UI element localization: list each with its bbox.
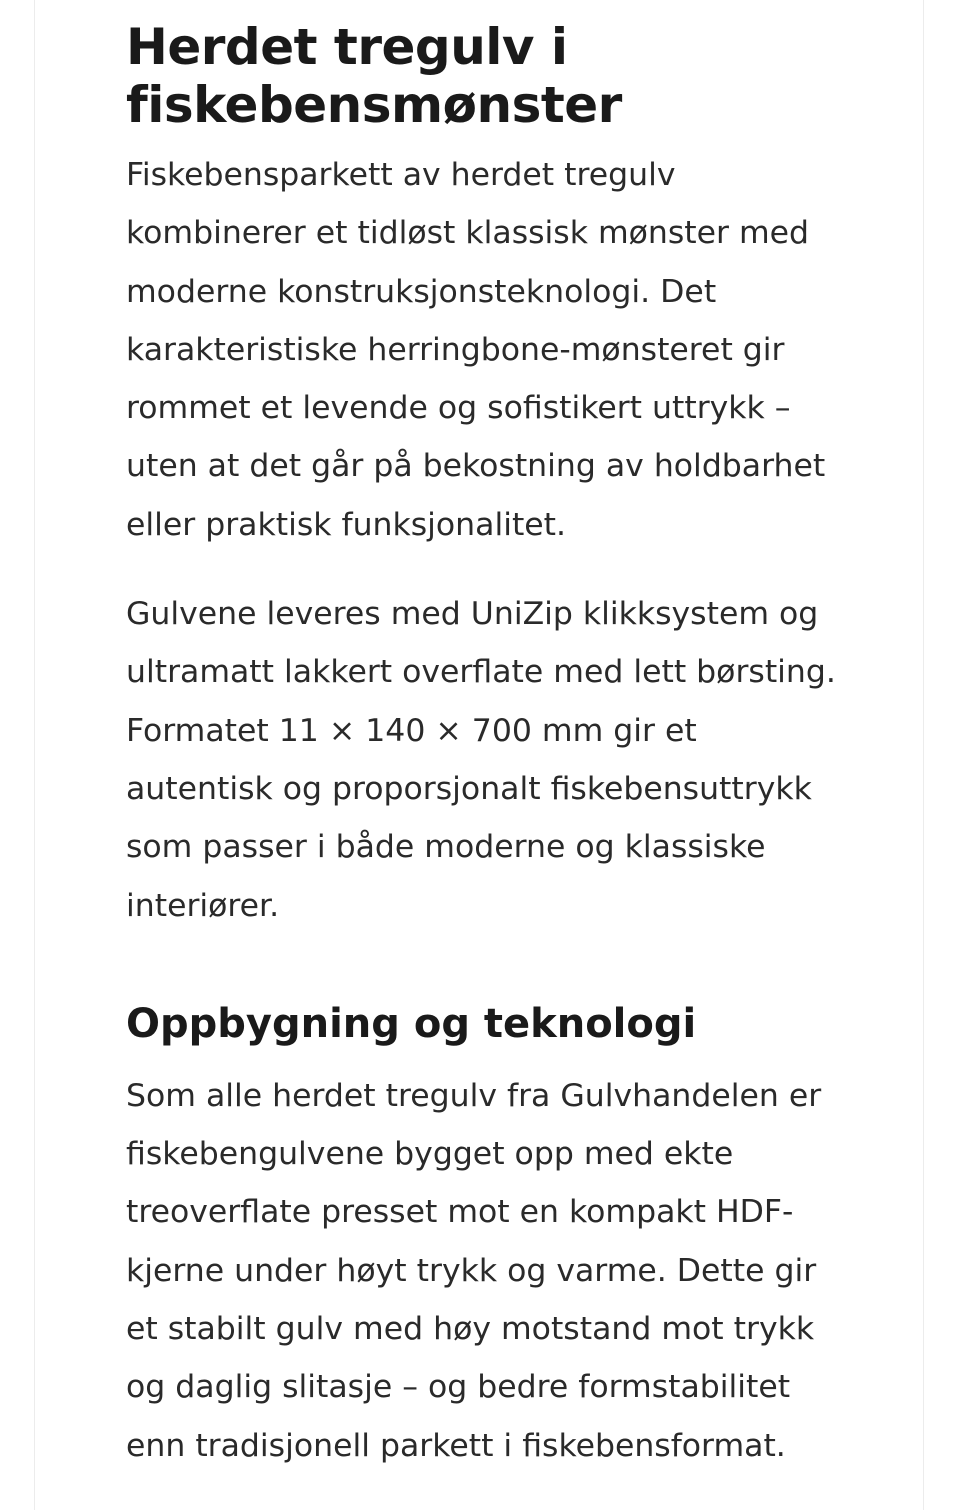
details-paragraph: Gulvene leveres med UniZip klikksystem og ultramatt lakkert overflate med lett børsting. Formatet 11 × 140 × 700 mm gir et autentisk og proporsjonalt fiskebensuttrykk som passer i både moderne og klassiske interiører. (126, 596, 836, 924)
section-paragraph: Som alle herdet tregulv fra Gulvhandelen er fiskebengulvene bygget opp med ekte treoverflate presset mot en kompakt HDF-kjerne under høyt trykk og varme. Dette gir et stabilt gulv med høy motstand mot trykk og daglig slitasje – og bedre formstabilitet enn tradisjonell parkett i fiskebensformat. (126, 1077, 822, 1464)
article-content (126, 0, 846, 1475)
intro-paragraph: Fiskebensparkett av herdet tregulv kombinerer et tidløst klassisk mønster med moderne konstruksjonsteknologi. Det karakteristiske herringbone-mønsteret gir rommet et levende og sofistikert uttrykk – uten at det går på bekostning av holdbarhet eller praktisk funksjonalitet. (126, 157, 826, 543)
section-heading: Oppbygning og teknologi (126, 1000, 697, 1047)
article-title: Herdet tregulv i fiskebensmønster (126, 18, 622, 134)
